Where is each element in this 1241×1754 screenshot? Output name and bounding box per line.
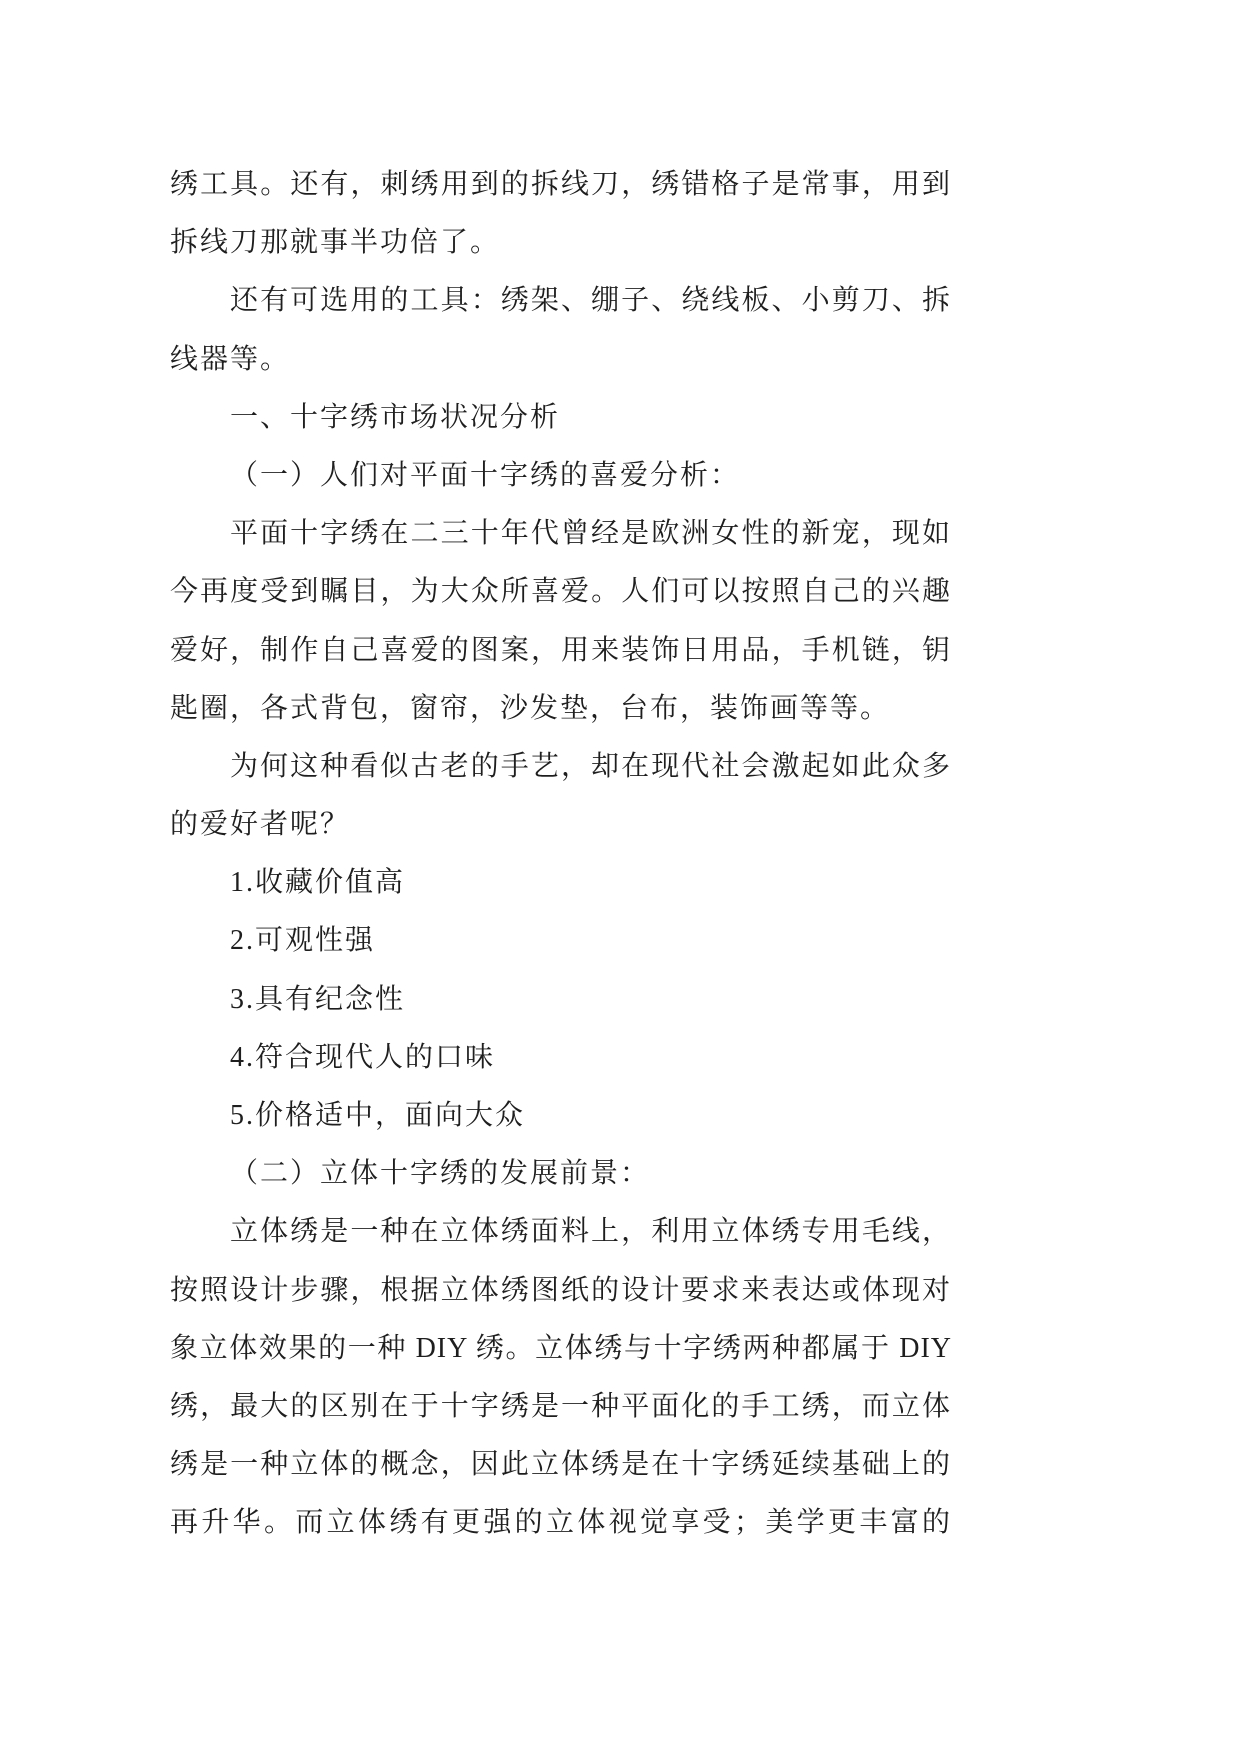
body-line: （二）立体十字绣的发展前景：: [230, 1158, 651, 1190]
paragraph: [170, 505, 952, 738]
body-line: 4.符合现代人的口味: [230, 1041, 496, 1073]
paragraph: [170, 272, 952, 388]
body-line: 绣工具。还有，刺绣用到的拆线刀，绣错格子是常事，用到: [170, 169, 952, 200]
body-line: 1.收藏价值高: [230, 867, 406, 899]
body-line: 3.具有纪念性: [230, 983, 406, 1015]
subsection-heading: [170, 1145, 952, 1203]
paragraph: [170, 738, 952, 854]
body-line: 爱好，制作自己喜爱的图案，用来装饰日用品，手机链，钥: [170, 634, 952, 666]
list-item: [170, 912, 952, 970]
body-line: 2.可观性强: [230, 925, 376, 957]
body-line: 5.价格适中，面向大众: [230, 1100, 526, 1131]
paragraph: [170, 1203, 952, 1552]
body-line: 平面十字绣在二三十年代曾经是欧洲女性的新宠，现如: [230, 518, 952, 550]
body-line: 今再度受到瞩目，为大众所喜爱。人们可以按照自己的兴趣: [170, 576, 952, 608]
body-line: 绣是一种立体的概念，因此立体绣是在十字绣延续基础上的: [170, 1449, 952, 1481]
list-item: [170, 971, 952, 1029]
body-line: 还有可选用的工具：绣架、绷子、绕线板、小剪刀、拆: [230, 285, 952, 317]
section-heading: [170, 389, 952, 447]
list-item: [170, 1029, 952, 1087]
body-line: （一）人们对平面十字绣的喜爱分析：: [230, 459, 741, 491]
subsection-heading: [170, 447, 952, 505]
body-line: 按照设计步骤，根据立体绣图纸的设计要求来表达或体现对: [170, 1274, 952, 1306]
body-line: 线器等。: [170, 343, 291, 375]
body-line: 为何这种看似古老的手艺，却在现代社会激起如此众多: [230, 750, 952, 782]
document-body: [170, 156, 952, 1553]
body-line: 再升华。而立体绣有更强的立体视觉享受；美学更丰富的: [170, 1507, 952, 1539]
body-line: 匙圈，各式背包，窗帘，沙发垫，台布，装饰画等等。: [170, 692, 891, 724]
paragraph: [170, 156, 952, 272]
body-line: 一、十字绣市场状况分析: [230, 401, 561, 433]
body-line: 绣，最大的区别在于十字绣是一种平面化的手工绣，而立体: [170, 1390, 952, 1422]
body-line: 的爱好者呢？: [170, 809, 351, 841]
list-item: [170, 854, 952, 912]
body-line: 拆线刀那就事半功倍了。: [170, 227, 501, 259]
body-line: 象立体效果的一种 DIY 绣。立体绣与十字绣两种都属于 DIY: [170, 1332, 952, 1364]
body-line: 立体绣是一种在立体绣面料上，利用立体绣专用毛线，: [230, 1216, 952, 1248]
list-item: [170, 1087, 952, 1145]
